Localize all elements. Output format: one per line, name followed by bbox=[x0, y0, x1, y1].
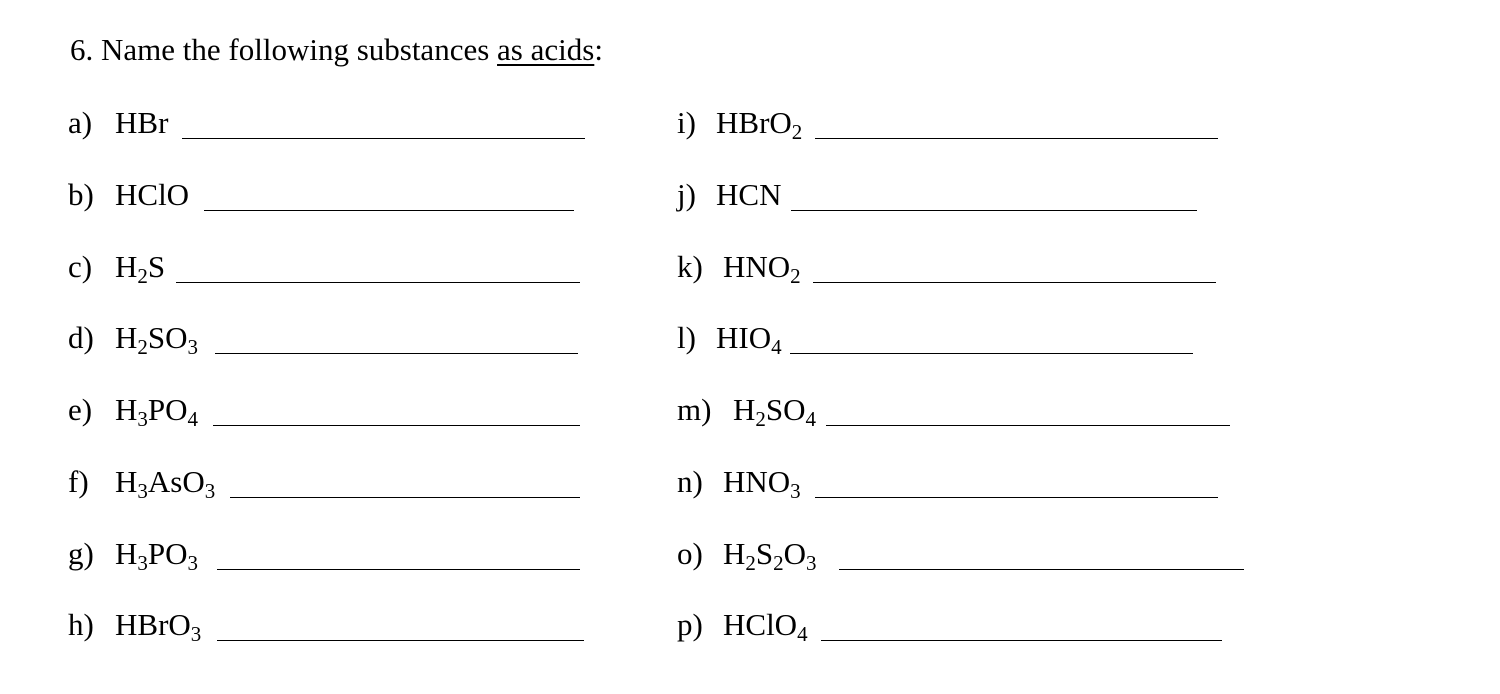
item-letter: n) bbox=[677, 464, 703, 499]
item-letter: j) bbox=[677, 177, 696, 212]
chemical-formula bbox=[716, 103, 802, 143]
question-number: 6. bbox=[70, 32, 94, 67]
chemical-formula bbox=[723, 462, 801, 502]
formula-subscript: 3 bbox=[806, 551, 817, 575]
formula-element: H bbox=[733, 392, 756, 427]
list-item bbox=[0, 462, 1500, 502]
item-letter: d) bbox=[68, 320, 94, 355]
answer-blank-line[interactable] bbox=[815, 497, 1218, 498]
answer-blank-line[interactable] bbox=[839, 569, 1244, 570]
item-letter: m) bbox=[677, 392, 712, 427]
formula-element: AsO bbox=[147, 464, 205, 499]
item-letter: e) bbox=[68, 392, 93, 427]
formula-element: SO bbox=[765, 392, 806, 427]
answer-blank-line[interactable] bbox=[826, 425, 1230, 426]
item-letter: k) bbox=[677, 249, 703, 284]
chemical-formula bbox=[723, 534, 817, 574]
formula-subscript: 4 bbox=[771, 335, 782, 359]
question-suffix: : bbox=[594, 32, 603, 67]
list-item bbox=[0, 390, 1500, 430]
item-letter: i) bbox=[677, 105, 696, 140]
answer-blank-line[interactable] bbox=[790, 353, 1193, 354]
formula-element: HCN bbox=[716, 177, 782, 212]
list-item bbox=[0, 247, 1500, 287]
formula-subscript: 4 bbox=[797, 622, 808, 646]
chemical-formula bbox=[723, 247, 801, 287]
answer-blank-line[interactable] bbox=[813, 282, 1216, 283]
chemical-formula bbox=[716, 318, 782, 358]
formula-subscript: 2 bbox=[755, 407, 766, 431]
formula-subscript: 4 bbox=[805, 407, 817, 431]
item-letter: a) bbox=[68, 105, 93, 140]
formula-element: HBr bbox=[115, 105, 169, 140]
formula-element: H bbox=[115, 464, 138, 499]
answer-blank-line[interactable] bbox=[791, 210, 1197, 211]
item-letter: l) bbox=[677, 320, 696, 355]
formula-element: PO bbox=[147, 536, 188, 571]
item-letter: p) bbox=[677, 607, 703, 642]
formula-subscript: 3 bbox=[190, 622, 202, 646]
formula-subscript: 3 bbox=[137, 551, 148, 575]
formula-subscript: 2 bbox=[745, 551, 756, 575]
formula-element: HNO bbox=[723, 464, 791, 499]
item-letter: h) bbox=[68, 607, 94, 642]
answer-blank-line[interactable] bbox=[815, 138, 1218, 139]
formula-element: H bbox=[115, 536, 138, 571]
formula-subscript: 3 bbox=[137, 479, 148, 503]
formula-subscript: 3 bbox=[204, 479, 216, 503]
formula-element: S bbox=[755, 536, 774, 571]
formula-subscript: 3 bbox=[137, 407, 148, 431]
formula-element: HClO bbox=[115, 177, 190, 212]
item-letter: c) bbox=[68, 249, 93, 284]
formula-subscript: 3 bbox=[187, 335, 199, 359]
item-letter: g) bbox=[68, 536, 94, 571]
formula-element: HIO bbox=[716, 320, 772, 355]
formula-subscript: 2 bbox=[137, 264, 148, 288]
formula-subscript: 3 bbox=[187, 551, 199, 575]
question-emphasis: as acids bbox=[497, 32, 595, 67]
formula-element: O bbox=[783, 536, 807, 571]
formula-element: H bbox=[115, 249, 138, 284]
item-letter: o) bbox=[677, 536, 703, 571]
question-heading bbox=[70, 30, 603, 70]
chemical-formula bbox=[723, 605, 808, 645]
item-letter: b) bbox=[68, 177, 94, 212]
list-item bbox=[0, 103, 1500, 143]
formula-subscript: 2 bbox=[137, 335, 148, 359]
formula-subscript: 2 bbox=[773, 551, 784, 575]
formula-subscript: 4 bbox=[187, 407, 199, 431]
item-letter: f) bbox=[68, 464, 89, 499]
formula-element: HClO bbox=[723, 607, 798, 642]
list-item bbox=[0, 175, 1500, 215]
formula-element: H bbox=[723, 536, 746, 571]
list-item bbox=[0, 318, 1500, 358]
list-item bbox=[0, 534, 1500, 574]
answer-blank-line[interactable] bbox=[821, 640, 1222, 641]
formula-subscript: 2 bbox=[791, 120, 803, 144]
formula-element: HBrO bbox=[716, 105, 792, 140]
chemical-formula bbox=[733, 390, 816, 430]
formula-element: PO bbox=[147, 392, 188, 427]
formula-element: H bbox=[115, 320, 138, 355]
question-prefix: Name the following substances bbox=[101, 32, 490, 67]
chemical-formula bbox=[716, 175, 781, 215]
formula-element: H bbox=[115, 392, 138, 427]
formula-element: HBrO bbox=[115, 607, 191, 642]
list-item bbox=[0, 605, 1500, 645]
formula-element: S bbox=[147, 249, 166, 284]
formula-element: HNO bbox=[723, 249, 791, 284]
formula-element: SO bbox=[147, 320, 188, 355]
formula-subscript: 3 bbox=[790, 479, 801, 503]
formula-subscript: 2 bbox=[790, 264, 801, 288]
